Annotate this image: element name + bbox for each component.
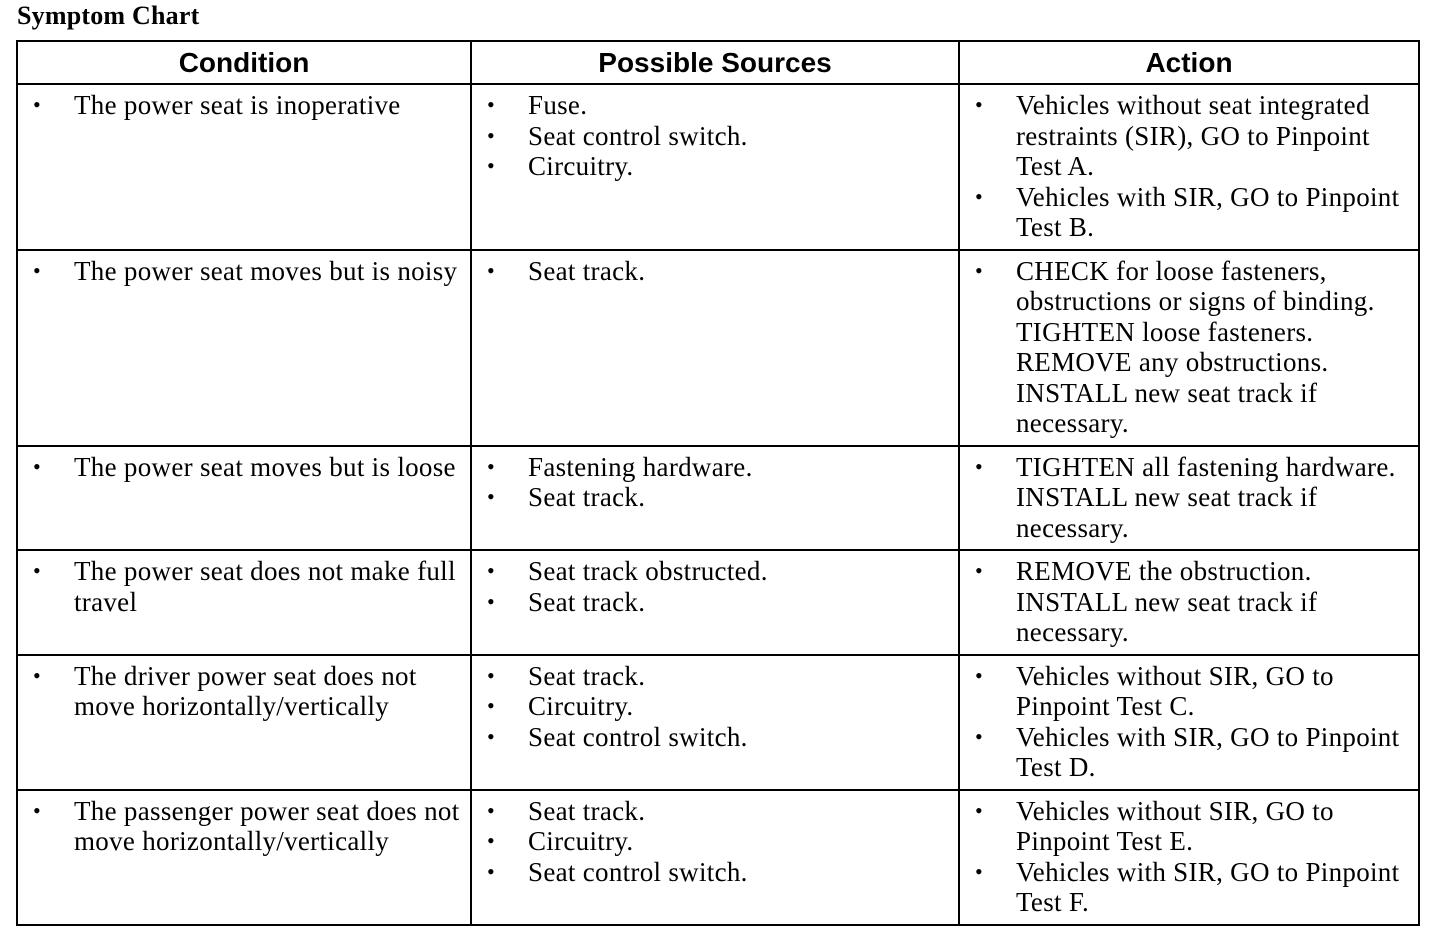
bullet-icon: • xyxy=(487,122,496,148)
bullet-icon: • xyxy=(975,257,984,283)
bullet-icon: • xyxy=(487,153,496,178)
list-item: • Fuse. xyxy=(487,90,588,120)
list-item: • Vehicles without SIR, GO to Pinpoint Test E. xyxy=(975,795,1334,856)
list-item: • Seat track. xyxy=(487,795,646,826)
list-item: • Seat track. xyxy=(487,586,646,617)
list-item: • Vehicles without SIR, GO to Pinpoint Test C. xyxy=(975,660,1334,721)
bullet-icon: • xyxy=(487,484,496,509)
bullet-icon: • xyxy=(975,858,984,884)
list-item: • The driver power seat does not move horizontally/vertically xyxy=(33,660,417,721)
sources-cell xyxy=(471,790,959,925)
action-cell xyxy=(959,84,1419,250)
table-row xyxy=(17,446,1419,551)
list-item: • Seat track. xyxy=(487,255,646,286)
bullet-icon: • xyxy=(487,257,496,283)
list-item: • Circuitry. xyxy=(487,151,634,181)
action-cell xyxy=(959,655,1419,790)
bullet-icon: • xyxy=(975,723,984,749)
list-item: • Seat track. xyxy=(487,482,646,512)
table-row xyxy=(17,790,1419,925)
condition-cell xyxy=(17,84,471,250)
page-title: Symptom Chart xyxy=(17,1,200,30)
action-cell xyxy=(959,446,1419,551)
list-item: • The power seat moves but is loose xyxy=(33,451,456,482)
sources-cell xyxy=(471,84,959,250)
condition-cell xyxy=(17,550,471,655)
header-row xyxy=(17,41,1419,84)
sources-cell xyxy=(471,655,959,790)
list-item: • The power seat does not make full travel xyxy=(33,556,456,617)
list-item: • Seat track obstructed. xyxy=(487,556,768,586)
list-item: • Seat control switch. xyxy=(487,120,748,151)
list-item: • CHECK for loose fasteners, obstructions or signs of binding. TIGHTEN loose fasteners. REMOVE any obstructions. INSTALL new seat track if necessary. xyxy=(975,255,1375,438)
condition-cell xyxy=(17,790,471,925)
bullet-icon: • xyxy=(975,453,984,479)
list-item: • The power seat is inoperative xyxy=(33,90,401,120)
bullet-icon: • xyxy=(33,257,42,283)
bullet-icon: • xyxy=(487,662,496,688)
bullet-icon: • xyxy=(487,797,496,823)
condition-cell xyxy=(17,250,471,446)
bullet-icon: • xyxy=(487,693,496,718)
list-item: • Vehicles with SIR, GO to Pinpoint Test D. xyxy=(975,721,1400,782)
bullet-icon: • xyxy=(975,558,984,583)
bullet-icon: • xyxy=(975,183,984,209)
bullet-icon: • xyxy=(975,92,984,117)
bullet-icon: • xyxy=(487,588,496,614)
sources-cell xyxy=(471,446,959,551)
bullet-icon: • xyxy=(487,828,496,853)
header-action: Action xyxy=(959,41,1419,84)
list-item: • Seat control switch. xyxy=(487,856,748,887)
list-item: • TIGHTEN all fastening hardware. INSTALL new seat track if necessary. xyxy=(975,451,1396,543)
list-item: • Seat track. xyxy=(487,660,646,691)
list-item: • The power seat moves but is noisy xyxy=(33,255,458,286)
bullet-icon: • xyxy=(33,453,42,479)
list-item: • Circuitry. xyxy=(487,691,634,721)
table-row xyxy=(17,550,1419,655)
sources-cell xyxy=(471,550,959,655)
action-cell xyxy=(959,250,1419,446)
list-item: • Seat control switch. xyxy=(487,721,748,752)
sources-cell xyxy=(471,250,959,446)
list-item: • Fastening hardware. xyxy=(487,451,753,482)
list-item: • Vehicles with SIR, GO to Pinpoint Test F. xyxy=(975,856,1400,917)
bullet-icon: • xyxy=(33,92,42,117)
list-item: • Vehicles with SIR, GO to Pinpoint Test B. xyxy=(975,181,1400,242)
bullet-icon: • xyxy=(487,723,496,749)
list-item: • Vehicles without seat integrated restraints (SIR), GO to Pinpoint Test A. xyxy=(975,90,1370,181)
bullet-icon: • xyxy=(487,453,496,479)
bullet-icon: • xyxy=(487,92,496,117)
list-item: • The passenger power seat does not move horizontally/vertically xyxy=(33,795,460,856)
bullet-icon: • xyxy=(487,858,496,884)
list-item: • REMOVE the obstruction. INSTALL new seat track if necessary. xyxy=(975,556,1318,647)
symptom-table xyxy=(16,40,1420,926)
bullet-icon: • xyxy=(975,662,984,688)
table-row xyxy=(17,655,1419,790)
list-item: • Circuitry. xyxy=(487,826,634,856)
table-row xyxy=(17,84,1419,250)
condition-cell xyxy=(17,446,471,551)
condition-cell xyxy=(17,655,471,790)
bullet-icon: • xyxy=(33,797,42,823)
bullet-icon: • xyxy=(33,662,42,688)
action-cell xyxy=(959,550,1419,655)
action-cell xyxy=(959,790,1419,925)
table-row xyxy=(17,250,1419,446)
bullet-icon: • xyxy=(487,558,496,583)
header-condition: Condition xyxy=(17,41,471,84)
bullet-icon: • xyxy=(33,558,42,583)
bullet-icon: • xyxy=(975,797,984,823)
header-possible-sources: Possible Sources xyxy=(471,41,959,84)
